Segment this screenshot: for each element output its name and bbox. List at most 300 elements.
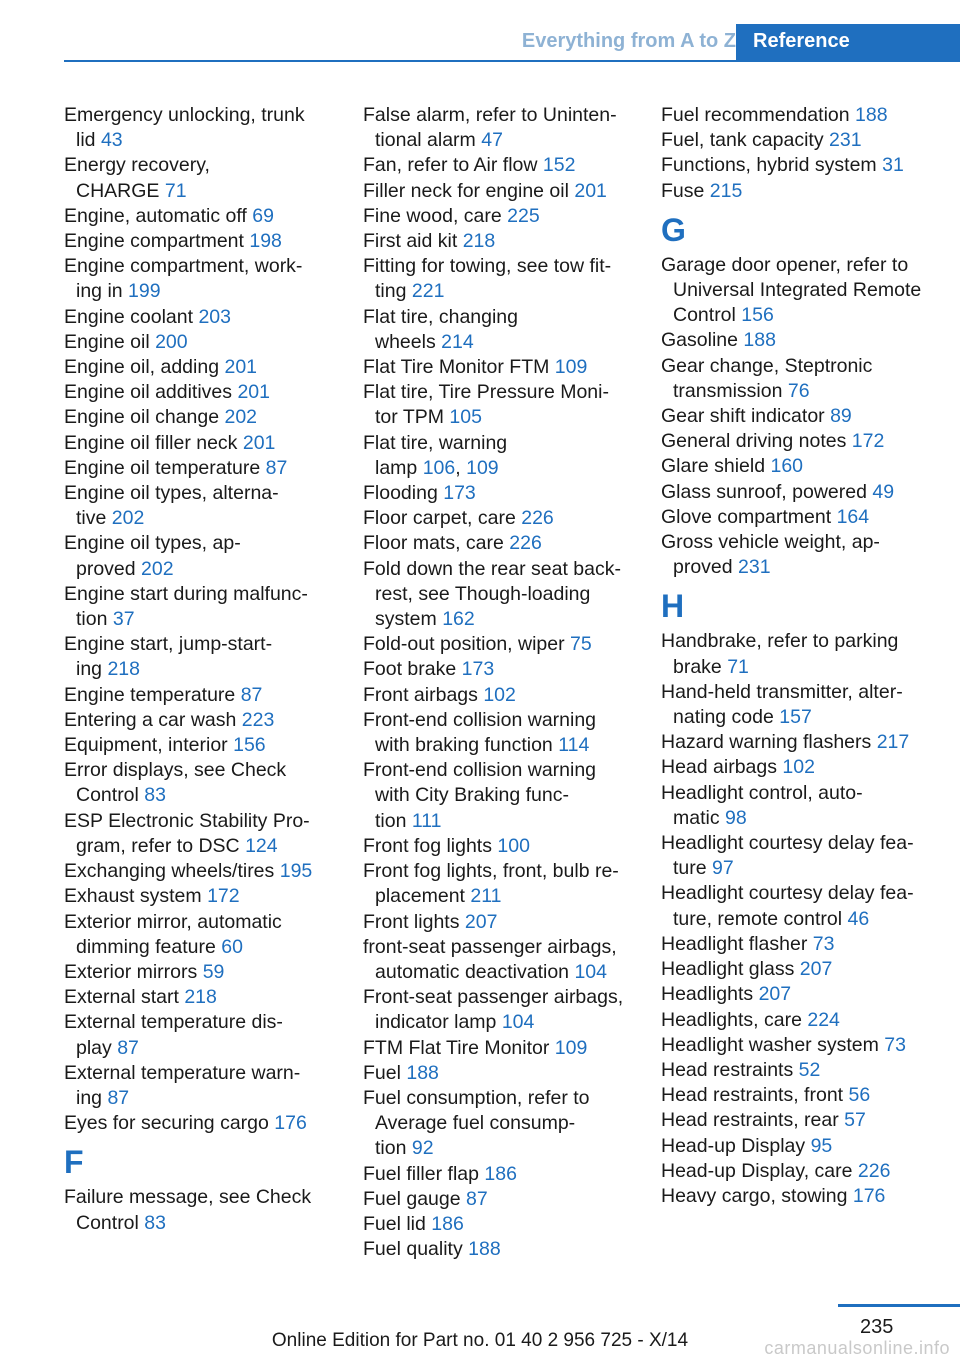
page-link[interactable]: 87: [107, 1086, 130, 1109]
page-link[interactable]: 106: [422, 456, 456, 479]
index-entry-text: Exhaust system: [64, 885, 202, 908]
index-entry-text: tive: [76, 507, 107, 530]
index-entry: [363, 1187, 643, 1212]
index-entry-text: Foot brake: [363, 658, 457, 681]
index-entry: [661, 153, 951, 178]
page-link[interactable]: 172: [207, 885, 240, 908]
index-entry: [363, 1212, 643, 1237]
index-entry: [64, 153, 344, 203]
index-entry: [661, 680, 951, 730]
index-entry-text: External temperature dis-: [64, 1011, 283, 1034]
index-entry-text: Headlight control, auto-: [661, 781, 863, 804]
reference-tab[interactable]: Reference: [736, 24, 960, 62]
page-link[interactable]: 75: [570, 633, 592, 656]
page-link[interactable]: 207: [464, 910, 498, 933]
page-link[interactable]: 200: [155, 330, 188, 353]
page-link[interactable]: 92: [411, 1137, 434, 1160]
index-entry-text: Headlights, care: [661, 1008, 802, 1031]
index-entry-text: Head restraints, front: [661, 1084, 844, 1107]
index-entry-text: Fine wood, care: [363, 204, 502, 227]
index-entry-text: Headlight washer system: [661, 1033, 879, 1056]
index-entry: [661, 480, 951, 505]
index-entry-text: False alarm, refer to Uninten-: [363, 104, 617, 126]
index-entry: [64, 632, 344, 682]
index-entry: [661, 881, 951, 931]
index-entry-text: tional alarm: [375, 129, 476, 152]
page-link[interactable]: 73: [812, 932, 835, 955]
page-link[interactable]: 160: [770, 455, 804, 478]
index-entry: [661, 1184, 951, 1209]
index-entry-text: CHARGE: [76, 179, 160, 202]
index-entry: [363, 506, 643, 531]
page-link[interactable]: 104: [501, 1011, 535, 1034]
page-link[interactable]: 195: [279, 860, 313, 883]
section-letter: H: [661, 588, 685, 625]
page-link[interactable]: 188: [468, 1238, 501, 1261]
page-link[interactable]: 37: [112, 608, 135, 631]
index-entry-text: Engine oil types, alterna-: [64, 482, 279, 505]
page-link[interactable]: 231: [738, 556, 771, 579]
index-entry: [64, 1010, 344, 1060]
index-entry-text: Gross vehicle weight, ap-: [661, 531, 880, 554]
index-entry: [661, 328, 951, 353]
index-entry: [661, 831, 951, 881]
index-entry-text: placement: [375, 885, 465, 908]
index-entry-text: tion: [76, 608, 108, 631]
index-entry: [64, 531, 344, 581]
page-link[interactable]: 201: [574, 179, 607, 202]
index-entry-text: Fuel recommendation: [661, 104, 850, 126]
index-entry: [661, 404, 951, 429]
index-entry: [64, 481, 344, 531]
index-entry-text: Headlight courtesy delay fea-: [661, 832, 914, 855]
index-entry-text: automatic deactivation: [375, 960, 570, 983]
index-entry-text: Headlight glass: [661, 958, 795, 981]
index-entry-text: Front-seat passenger airbags,: [363, 986, 624, 1009]
index-entry-text: Engine oil, adding: [64, 356, 220, 379]
index-entry: [363, 204, 643, 229]
page-link[interactable]: 83: [144, 1211, 166, 1234]
index-entry-text: Engine oil: [64, 330, 150, 353]
index-entry-text: Exchanging wheels/tires: [64, 860, 275, 883]
index-entry: [64, 229, 344, 254]
index-entry-text: lamp: [375, 456, 418, 479]
page-link[interactable]: 231: [829, 129, 862, 152]
page-link[interactable]: 172: [851, 430, 885, 453]
index-entry-text: Flat tire, warning: [363, 431, 508, 454]
page-link[interactable]: 104: [574, 960, 607, 983]
index-entry-text: Fuel: [363, 1061, 401, 1084]
index-entry: [363, 229, 643, 254]
index-entry-text: Front-end collision warning: [363, 759, 597, 782]
index-entry-text: Floor mats, care: [363, 532, 504, 555]
page-link[interactable]: 186: [431, 1212, 464, 1235]
index-entry-text: Fold-out position, wiper: [363, 633, 565, 656]
index-entry: [363, 708, 643, 758]
index-entry: [64, 254, 344, 304]
index-entry-text: Flooding: [363, 482, 438, 505]
index-entry-text: with City Braking func-: [375, 784, 569, 807]
index-entry-text: Functions, hybrid system: [661, 154, 877, 177]
page-link[interactable]: 87: [117, 1036, 139, 1059]
index-entry-text: Head-up Display, care: [661, 1159, 853, 1182]
page-link[interactable]: 188: [855, 104, 888, 126]
index-entry-text: Glass sunroof, powered: [661, 480, 867, 503]
index-entry-text: Flat tire, Tire Pressure Moni-: [363, 381, 609, 404]
index-entry-text: Hand-held transmitter, alter-: [661, 680, 903, 703]
page-link[interactable]: 188: [743, 329, 776, 352]
page-link[interactable]: 59: [202, 960, 225, 983]
page-link[interactable]: 76: [787, 379, 810, 402]
index-entry: [64, 960, 344, 985]
page-link[interactable]: 157: [779, 706, 812, 729]
index-entry-text: Fuel filler flap: [363, 1162, 479, 1185]
page-link[interactable]: 173: [443, 482, 476, 505]
page-link[interactable]: 202: [224, 406, 258, 429]
index-entry: [363, 632, 643, 657]
page-link[interactable]: 226: [521, 507, 554, 530]
index-entry-text: tor TPM: [375, 406, 444, 429]
index-entry-text: Fuel, tank capacity: [661, 129, 824, 152]
index-entry-text: gram, refer to DSC: [76, 834, 240, 857]
page-link[interactable]: 164: [836, 505, 870, 528]
index-entry-text: Fold down the rear seat back-: [363, 557, 621, 580]
index-entry-text: Universal Integrated Remote: [673, 279, 922, 302]
index-entry: [661, 253, 951, 329]
index-entry: [661, 1008, 951, 1033]
index-entry-text: Fitting for towing, see tow fit-: [363, 255, 612, 278]
index-entry-text: First aid kit: [363, 230, 458, 253]
index-entry: [363, 481, 643, 506]
page-link[interactable]: 218: [107, 658, 140, 681]
index-entry-text: Equipment, interior: [64, 734, 228, 757]
page-link[interactable]: 87: [240, 683, 263, 706]
index-entry-text: Engine, automatic off: [64, 204, 247, 227]
index-entry-text: ting: [375, 280, 407, 303]
index-entry-text: Front lights: [363, 910, 460, 933]
index-entry-text: Front-end collision warning: [363, 708, 597, 731]
page-link[interactable]: 226: [509, 532, 542, 555]
index-entry: [363, 355, 643, 380]
index-column-1: [64, 103, 344, 1236]
page-link[interactable]: 173: [461, 658, 495, 681]
index-entry-text: Emergency unlocking, trunk: [64, 104, 305, 126]
index-entry: [64, 405, 344, 430]
index-entry: [363, 935, 643, 985]
page-link[interactable]: 95: [810, 1134, 833, 1157]
section-letter: G: [661, 211, 686, 248]
index-entry: [661, 1033, 951, 1058]
index-entry-text: Fuel quality: [363, 1238, 463, 1261]
page-link[interactable]: 71: [164, 179, 187, 202]
index-entry-text: Engine start, jump-start-: [64, 633, 273, 656]
index-column-3: [661, 103, 951, 1209]
index-entry: [64, 1061, 344, 1111]
watermark: carmanualsonline.info: [764, 1338, 950, 1358]
page-link[interactable]: 97: [712, 857, 734, 880]
index-entry: [64, 330, 344, 355]
index-entry-text: transmission: [673, 379, 783, 402]
index-entry: [661, 629, 951, 679]
index-entry-text: matic: [673, 806, 720, 829]
page-link[interactable]: 207: [799, 958, 833, 981]
index-entry: [363, 1036, 643, 1061]
page-link[interactable]: 109: [554, 1036, 588, 1059]
index-entry: [661, 429, 951, 454]
index-entry: [661, 982, 951, 1007]
index-entry: Flat tire, warning lamp 106, 109: [363, 431, 508, 479]
index-entry: [64, 683, 344, 708]
index-entry: [363, 531, 643, 556]
index-entry: [64, 809, 344, 859]
index-entry: [64, 305, 344, 330]
index-entry-text: Front fog lights: [363, 834, 492, 857]
index-entry-text: Filler neck for engine oil: [363, 179, 569, 202]
index-entry-text: Hazard warning flashers: [661, 731, 872, 754]
index-entry: [363, 1162, 643, 1187]
index-entry-text: General driving notes: [661, 430, 847, 453]
page-link[interactable]: 217: [876, 731, 910, 754]
page-link[interactable]: 73: [884, 1033, 906, 1056]
page-link[interactable]: 83: [144, 784, 166, 807]
index-entry-text: Glove compartment: [661, 505, 832, 528]
index-entry: [363, 859, 643, 909]
page-number: 235: [860, 1316, 894, 1338]
index-entry-text: Heavy cargo, stowing: [661, 1184, 848, 1207]
page-link[interactable]: 114: [558, 734, 590, 757]
index-entry-text: Glare shield: [661, 455, 766, 478]
page-link[interactable]: 199: [128, 280, 161, 303]
index-entry-text: Failure message, see Check: [64, 1186, 312, 1209]
index-entry: [64, 1111, 344, 1136]
index-entry-text: Head restraints, rear: [661, 1109, 839, 1132]
page-link[interactable]: 102: [782, 756, 815, 779]
index-entry: [661, 530, 951, 580]
page-link[interactable]: 100: [497, 834, 530, 857]
page-link[interactable]: 49: [872, 480, 895, 503]
index-entry: [661, 128, 951, 153]
index-entry-text: proved: [673, 556, 733, 579]
index-entry: [661, 932, 951, 957]
index-entry: [661, 1159, 951, 1184]
page-link[interactable]: 176: [274, 1112, 307, 1135]
index-entry: [64, 582, 344, 632]
index-entry-text: ture: [673, 857, 707, 880]
page-link[interactable]: 202: [141, 557, 174, 580]
index-column-2: [363, 103, 643, 1262]
index-entry-text: Headlights: [661, 983, 754, 1006]
index-entry: [661, 1058, 951, 1083]
page-link[interactable]: 203: [198, 305, 231, 328]
index-entry: [661, 179, 951, 204]
index-entry: [661, 1134, 951, 1159]
footer-edition: Online Edition for Part no. 01 40 2 956 725 - X/14: [271, 1330, 689, 1351]
page-link[interactable]: 162: [442, 608, 475, 631]
index-entry-text: External start: [64, 986, 179, 1009]
page-link[interactable]: 109: [466, 456, 499, 479]
index-entry-text: ESP Electronic Stability Pro-: [64, 809, 310, 832]
index-entry: [363, 834, 643, 859]
page-link[interactable]: 202: [111, 507, 145, 530]
index-entry-text: ture, remote control: [673, 907, 843, 930]
index-entry-text: tion: [375, 1137, 407, 1160]
index-entry: [661, 505, 951, 530]
page-link[interactable]: 124: [245, 834, 278, 857]
index-entry-text: Engine oil types, ap-: [64, 532, 241, 555]
index-entry: [64, 380, 344, 405]
index-entry-text: Entering a car wash: [64, 708, 237, 731]
index-entry-text: dimming feature: [76, 935, 216, 958]
index-entry: [64, 733, 344, 758]
index-entry-text: Front airbags: [363, 683, 478, 706]
page-link[interactable]: 215: [709, 179, 743, 202]
page-link[interactable]: 218: [462, 230, 496, 253]
index-entry-text: Engine temperature: [64, 683, 236, 706]
index-entry-text: Fuse: [661, 179, 705, 202]
index-entry-text: ing: [76, 1086, 103, 1109]
index-entry: [64, 884, 344, 909]
index-entry-text: Engine compartment: [64, 230, 244, 253]
index-entry-text: FTM Flat Tire Monitor: [363, 1036, 550, 1059]
index-entry: [661, 454, 951, 479]
index-entry-text: wheels: [375, 330, 436, 353]
index-entry: [64, 1185, 344, 1235]
index-entry: [363, 380, 643, 430]
page-link[interactable]: 56: [848, 1084, 871, 1107]
index-entry: [363, 758, 643, 834]
index-entry-text: brake: [673, 655, 722, 678]
index-entry-text: Headlight courtesy delay fea-: [661, 882, 914, 905]
page-link[interactable]: 188: [406, 1061, 439, 1084]
index-entry-text: play: [76, 1036, 112, 1059]
index-entry: [363, 1237, 643, 1262]
page-link[interactable]: 201: [237, 381, 270, 404]
index-entry-text: Control: [76, 1211, 139, 1234]
page-link[interactable]: 226: [857, 1159, 891, 1182]
index-entry: [363, 1086, 643, 1162]
index-entry: [661, 1108, 951, 1133]
page-link[interactable]: 98: [725, 806, 747, 829]
index-entry-text: Engine start during malfunc-: [64, 582, 308, 605]
index-entry: [64, 456, 344, 481]
page-link[interactable]: 156: [741, 304, 774, 327]
page-link[interactable]: 201: [224, 356, 258, 379]
page-link[interactable]: 87: [466, 1187, 488, 1210]
section-letter: F: [64, 1144, 84, 1181]
index-entry-text: Head restraints: [661, 1058, 794, 1081]
page-header: [0, 0, 960, 62]
page-link[interactable]: 156: [233, 734, 266, 757]
page-link[interactable]: 207: [758, 983, 792, 1006]
index-entry-text: nating code: [673, 706, 774, 729]
index-entry-text: Handbrake, refer to parking: [661, 630, 899, 653]
index-entry: [661, 1083, 951, 1108]
index-entry-text: Control: [76, 784, 139, 807]
page-link[interactable]: 224: [807, 1008, 840, 1031]
section-title: Everything from A to Z: [521, 30, 736, 52]
page-link[interactable]: 47: [481, 129, 503, 152]
page-link[interactable]: 211: [470, 885, 502, 908]
index-entry-text: Engine oil additives: [64, 381, 233, 404]
page-link[interactable]: 60: [221, 935, 243, 958]
index-entry-text: Exterior mirror, automatic: [64, 910, 282, 933]
index-entry: [363, 305, 643, 355]
index-entry: [64, 708, 344, 733]
index-entry: [661, 103, 951, 128]
index-entry-text: Gear shift indicator: [661, 405, 825, 428]
page-link[interactable]: 105: [449, 406, 482, 429]
index-entry-text: Average fuel consump-: [375, 1112, 576, 1135]
index-entry: [363, 683, 643, 708]
page-link[interactable]: 201: [242, 431, 276, 454]
index-entry-text: Garage door opener, refer to: [661, 253, 909, 276]
index-entry-text: Eyes for securing cargo: [64, 1112, 269, 1135]
index-entry-text: system: [375, 608, 437, 631]
page-link[interactable]: 221: [411, 280, 445, 303]
index-entry-text: Engine oil temperature: [64, 456, 261, 479]
index-entry: [661, 354, 951, 404]
index-entry-text: rest, see Though-loading: [375, 582, 591, 605]
page-link[interactable]: 43: [100, 129, 123, 152]
page-link[interactable]: 152: [542, 154, 576, 177]
page-link[interactable]: 57: [844, 1109, 866, 1132]
index-entry: [64, 431, 344, 456]
page-link[interactable]: 102: [483, 683, 516, 706]
index-entry-text: Fuel lid: [363, 1212, 426, 1235]
page-link[interactable]: 109: [554, 356, 588, 379]
index-entry: [661, 781, 951, 831]
index-entry: [64, 103, 344, 153]
page-link[interactable]: 111: [411, 809, 442, 832]
index-entry: [363, 557, 643, 633]
index-entry-text: tion: [375, 809, 407, 832]
index-entry-text: Flat Tire Monitor FTM: [363, 356, 550, 379]
index-entry: [661, 730, 951, 755]
page-link[interactable]: 69: [252, 204, 274, 227]
page-link[interactable]: 223: [241, 708, 275, 731]
index-entry-text: Front fog lights, front, bulb re-: [363, 860, 619, 883]
index-entry-text: front-seat passenger airbags,: [363, 935, 617, 958]
page-link[interactable]: 225: [507, 204, 540, 227]
index-entry-text: proved: [76, 557, 136, 580]
page-link[interactable]: 214: [441, 330, 474, 353]
index-entry: [363, 1061, 643, 1086]
index-entry: [64, 204, 344, 229]
page-link[interactable]: 186: [484, 1162, 517, 1185]
index-entry-text: Fuel consumption, refer to: [363, 1086, 590, 1109]
page-link[interactable]: 31: [882, 154, 904, 177]
index-entry: [64, 355, 344, 380]
page-link[interactable]: 52: [798, 1058, 821, 1081]
index-entry: [363, 985, 643, 1035]
index-entry: [661, 755, 951, 780]
index-entry-text: Engine compartment, work-: [64, 255, 303, 278]
page-link[interactable]: 218: [184, 986, 217, 1009]
index-entry-text: Floor carpet, care: [363, 507, 516, 530]
page-link[interactable]: 198: [249, 230, 282, 253]
index-entry-text: Fuel gauge: [363, 1187, 461, 1210]
page-link[interactable]: 46: [847, 907, 870, 930]
page-link[interactable]: 71: [727, 655, 749, 678]
index-entry-text: indicator lamp: [375, 1011, 497, 1034]
index-entry-text: Head-up Display: [661, 1134, 806, 1157]
page-link[interactable]: 89: [830, 405, 852, 428]
index-entry-text: Gear change, Steptronic: [661, 354, 873, 377]
index-entry: [363, 179, 643, 204]
page-link[interactable]: 176: [852, 1184, 886, 1207]
index-entry: [363, 657, 643, 682]
page-link[interactable]: 87: [265, 456, 288, 479]
